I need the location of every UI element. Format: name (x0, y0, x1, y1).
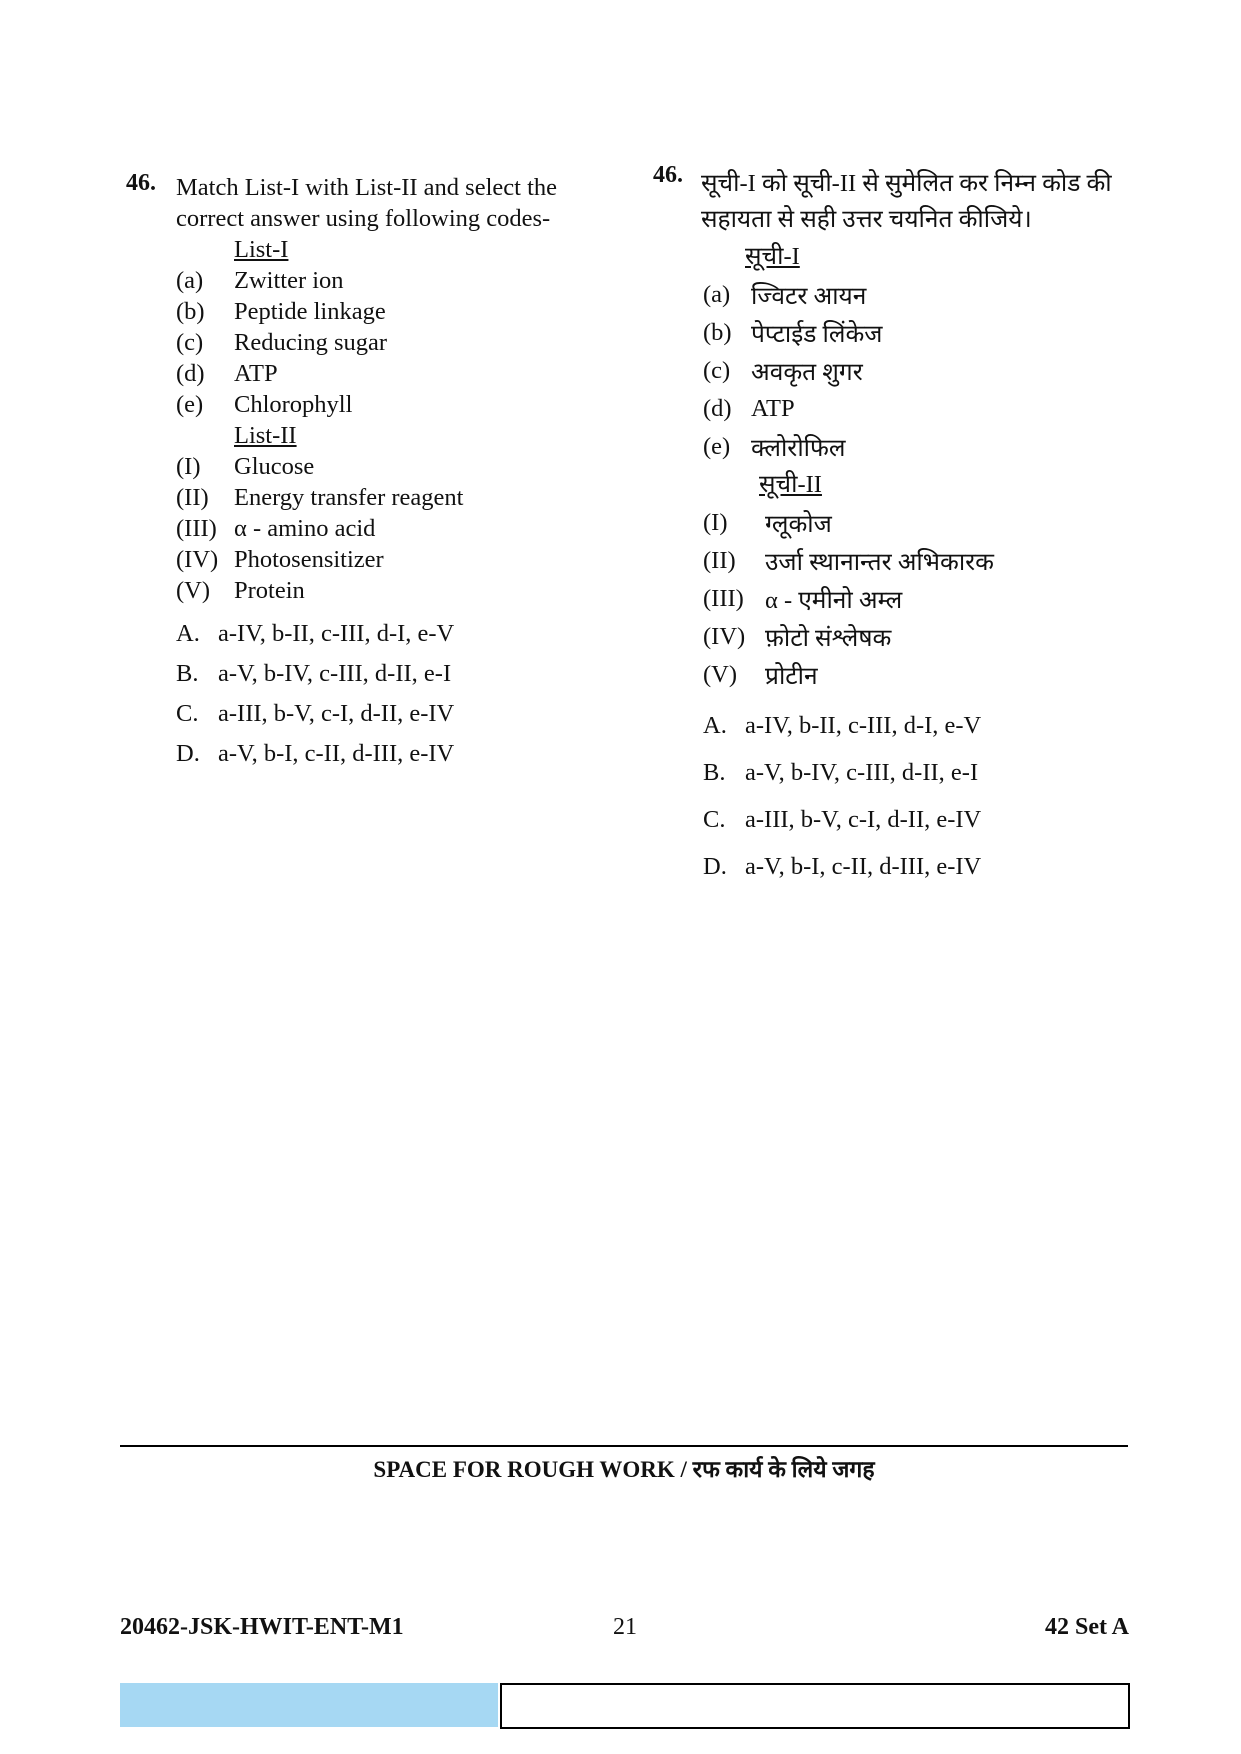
list-item (176, 482, 626, 513)
option-a (703, 702, 1153, 749)
list-2-heading: List-II (234, 422, 297, 449)
question-hindi (653, 162, 1153, 890)
list-item (703, 580, 1153, 618)
list-item (703, 428, 1153, 466)
option-a (176, 614, 626, 654)
option-c (176, 694, 626, 734)
divider (120, 1445, 1128, 1447)
list-item (703, 504, 1153, 542)
footer-color-bar (120, 1683, 498, 1727)
item-text: Energy transfer reagent (234, 483, 464, 511)
option-label: A. (176, 620, 200, 647)
item-label: (V) (176, 576, 211, 604)
option-text: a-III, b-V, c-I, d-II, e-IV (745, 805, 982, 833)
option-d (176, 734, 626, 774)
option-text: a-IV, b-II, c-III, d-I, e-V (745, 711, 982, 739)
option-text: a-V, b-I, c-II, d-III, e-IV (218, 740, 455, 767)
option-text: a-V, b-IV, c-III, d-II, e-I (218, 660, 452, 687)
list-item (176, 358, 626, 389)
list-item (176, 544, 626, 575)
answer-options (176, 614, 626, 774)
question-text: सूची-I को सूची-II से सुमेलित कर निम्न कोड की सहायता से सही उत्तर चयनित कीजिये। (701, 170, 1112, 233)
question-header (126, 172, 626, 234)
list-1 (703, 238, 1153, 466)
list-item (703, 390, 1153, 428)
item-label: (I) (176, 452, 201, 480)
item-text: ज्विटर आयन (751, 282, 867, 310)
item-label: (a) (176, 266, 204, 294)
option-text: a-III, b-V, c-I, d-II, e-IV (218, 700, 455, 727)
option-label: B. (703, 758, 726, 786)
item-text: उर्जा स्थानान्तर अभिकारक (765, 548, 995, 576)
item-text: पेप्टाईड लिंकेज (751, 320, 883, 348)
list-1-heading: List-I (234, 236, 289, 263)
item-label: (c) (703, 357, 731, 384)
item-label: (e) (176, 390, 204, 418)
list-item (176, 451, 626, 482)
item-text: Chlorophyll (234, 390, 353, 418)
item-label: (b) (703, 319, 732, 346)
page-number: 21 (613, 1614, 637, 1640)
list-item (703, 656, 1153, 694)
item-label: (III) (176, 514, 217, 542)
list-item (703, 314, 1153, 352)
item-label: (IV) (703, 623, 746, 650)
option-label: C. (703, 805, 726, 833)
option-label: D. (176, 740, 200, 767)
option-d (703, 843, 1153, 890)
item-text: ग्लूकोज (765, 510, 832, 538)
option-b (703, 749, 1153, 796)
item-text: Protein (234, 576, 305, 604)
item-text: अवकृत शुगर (751, 358, 863, 386)
item-label: (c) (176, 328, 204, 356)
list-item (703, 618, 1153, 656)
item-text: ATP (751, 395, 795, 422)
item-label: (e) (703, 433, 731, 460)
list-item (703, 542, 1153, 580)
item-label: (I) (703, 509, 728, 536)
item-label: (d) (703, 395, 732, 422)
answer-options (703, 702, 1153, 890)
list-item (703, 352, 1153, 390)
set-label: 42 Set A (1045, 1614, 1129, 1640)
list-item (703, 276, 1153, 314)
option-c (703, 796, 1153, 843)
option-label: D. (703, 852, 727, 880)
list-item (176, 513, 626, 544)
option-label: B. (176, 660, 199, 687)
item-label: (a) (703, 281, 731, 308)
item-text: Glucose (234, 452, 315, 480)
list-2-heading: सूची-II (759, 471, 822, 498)
list-2 (703, 466, 1153, 694)
question-text: Match List-I with List-II and select the correct answer using following codes- (176, 174, 557, 232)
list-item (176, 389, 626, 420)
option-label: A. (703, 711, 727, 739)
list-item (176, 296, 626, 327)
item-label: (IV) (176, 545, 219, 573)
item-text: Reducing sugar (234, 328, 388, 356)
footer-box (500, 1683, 1130, 1729)
item-text: α - एमीनो अम्ल (765, 586, 903, 614)
item-text: Photosensitizer (234, 545, 384, 573)
option-text: a-V, b-I, c-II, d-III, e-IV (745, 852, 982, 880)
question-header (653, 162, 1153, 238)
list-1 (176, 234, 626, 420)
list-2 (176, 420, 626, 606)
list-item (176, 327, 626, 358)
item-text: α - amino acid (234, 514, 376, 542)
list-item (176, 265, 626, 296)
option-text: a-IV, b-II, c-III, d-I, e-V (218, 620, 455, 647)
question-number: 46. (126, 170, 156, 196)
item-text: Peptide linkage (234, 297, 386, 325)
item-text: ATP (234, 359, 278, 387)
item-label: (b) (176, 297, 205, 325)
item-label: (V) (703, 661, 738, 688)
item-text: Zwitter ion (234, 266, 344, 294)
option-text: a-V, b-IV, c-III, d-II, e-I (745, 758, 979, 786)
item-label: (II) (703, 547, 736, 574)
list-1-heading: सूची-I (745, 243, 800, 270)
list-item (176, 575, 626, 606)
question-english (126, 172, 626, 774)
item-text: क्लोरोफिल (751, 434, 846, 462)
option-b (176, 654, 626, 694)
paper-code: 20462-JSK-HWIT-ENT-M1 (120, 1614, 404, 1640)
question-number: 46. (653, 162, 683, 188)
option-label: C. (176, 700, 199, 727)
item-text: फ़ोटो संश्लेषक (765, 624, 892, 652)
item-label: (III) (703, 585, 744, 612)
item-text: प्रोटीन (765, 662, 818, 690)
rough-work-label: SPACE FOR ROUGH WORK / रफ कार्य के लिये जगह (373, 1457, 875, 1482)
item-label: (d) (176, 359, 205, 387)
item-label: (II) (176, 483, 209, 511)
